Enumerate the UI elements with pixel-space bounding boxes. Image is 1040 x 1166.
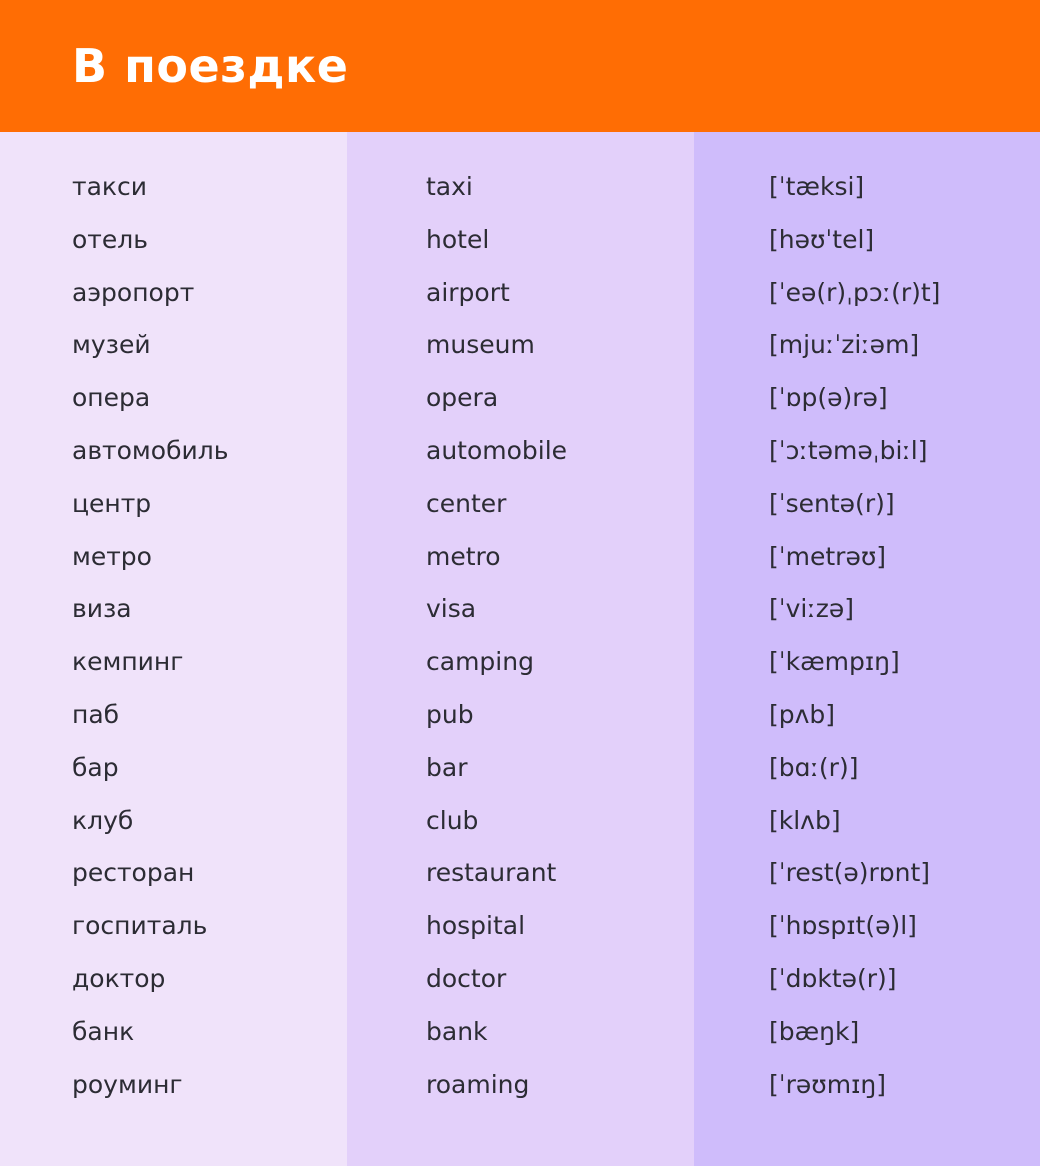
english-word: visa	[426, 594, 477, 624]
russian-word: бар	[72, 752, 119, 782]
russian-word: кемпинг	[72, 647, 184, 677]
transcription-column	[694, 132, 1040, 1166]
russian-word: такси	[72, 172, 147, 201]
header-banner	[0, 0, 1040, 132]
english-word: opera	[426, 383, 499, 413]
transcription: [ˈdɒktə(r)]	[769, 963, 897, 993]
russian-word: отель	[72, 224, 148, 254]
transcription: [ˈkæmpɪŋ]	[769, 647, 900, 677]
transcription: [ˈrəʊmɪŋ]	[769, 1069, 886, 1099]
transcription: [ˈsentə(r)]	[769, 488, 895, 518]
transcription: [ˈɔːtəməˌbiːl]	[769, 435, 928, 465]
english-word: camping	[426, 647, 534, 677]
transcription: [bɑː(r)]	[769, 752, 859, 782]
word-table	[0, 132, 1040, 1166]
english-word: automobile	[426, 435, 568, 465]
transcription: [ˈviːzə]	[769, 594, 855, 624]
russian-word: виза	[72, 594, 132, 624]
transcription: [pʌb]	[769, 699, 836, 729]
transcription: [ˈeə(r)ˌpɔː(r)t]	[769, 277, 941, 307]
russian-column	[0, 132, 347, 1166]
english-word: club	[426, 805, 479, 835]
english-word: center	[426, 488, 507, 518]
transcription: [bæŋk]	[769, 1016, 860, 1046]
english-word: airport	[426, 277, 510, 307]
russian-word: центр	[72, 488, 152, 518]
english-word: doctor	[426, 963, 507, 993]
russian-word: клуб	[72, 805, 134, 835]
transcription: [ˈhɒspɪt(ə)l]	[769, 911, 917, 941]
russian-word: роуминг	[72, 1069, 183, 1099]
transcription: [həʊˈtel]	[769, 224, 875, 254]
english-word: roaming	[426, 1069, 530, 1099]
english-word: bank	[426, 1016, 488, 1046]
russian-word: автомобиль	[72, 435, 229, 465]
transcription: [mjuːˈziːəm]	[769, 330, 920, 360]
russian-word: метро	[72, 541, 152, 571]
english-word: restaurant	[426, 858, 557, 888]
russian-word-list	[72, 166, 347, 1116]
english-word-list	[426, 166, 694, 1116]
russian-word: ресторан	[72, 858, 195, 888]
english-word: metro	[426, 541, 501, 571]
russian-word: музей	[72, 330, 151, 360]
english-word: hotel	[426, 224, 490, 254]
russian-word: банк	[72, 1016, 135, 1046]
english-word: hospital	[426, 911, 526, 941]
transcription-list	[769, 166, 1040, 1116]
english-word: museum	[426, 330, 535, 360]
russian-word: опера	[72, 383, 151, 413]
transcription: [ˈmetrəʊ]	[769, 541, 887, 571]
russian-word: аэропорт	[72, 277, 195, 307]
russian-word: госпиталь	[72, 911, 208, 941]
english-word: pub	[426, 699, 474, 729]
english-word: taxi	[426, 172, 473, 201]
transcription: [ˈɒp(ə)rə]	[769, 383, 888, 413]
russian-word: доктор	[72, 963, 166, 993]
transcription: [klʌb]	[769, 805, 841, 835]
english-column	[347, 132, 694, 1166]
transcription: [ˈtæksi]	[769, 172, 865, 201]
english-word: bar	[426, 752, 468, 782]
page-title: В поездке	[72, 39, 349, 93]
transcription: [ˈrest(ə)rɒnt]	[769, 858, 930, 888]
russian-word: паб	[72, 699, 120, 729]
